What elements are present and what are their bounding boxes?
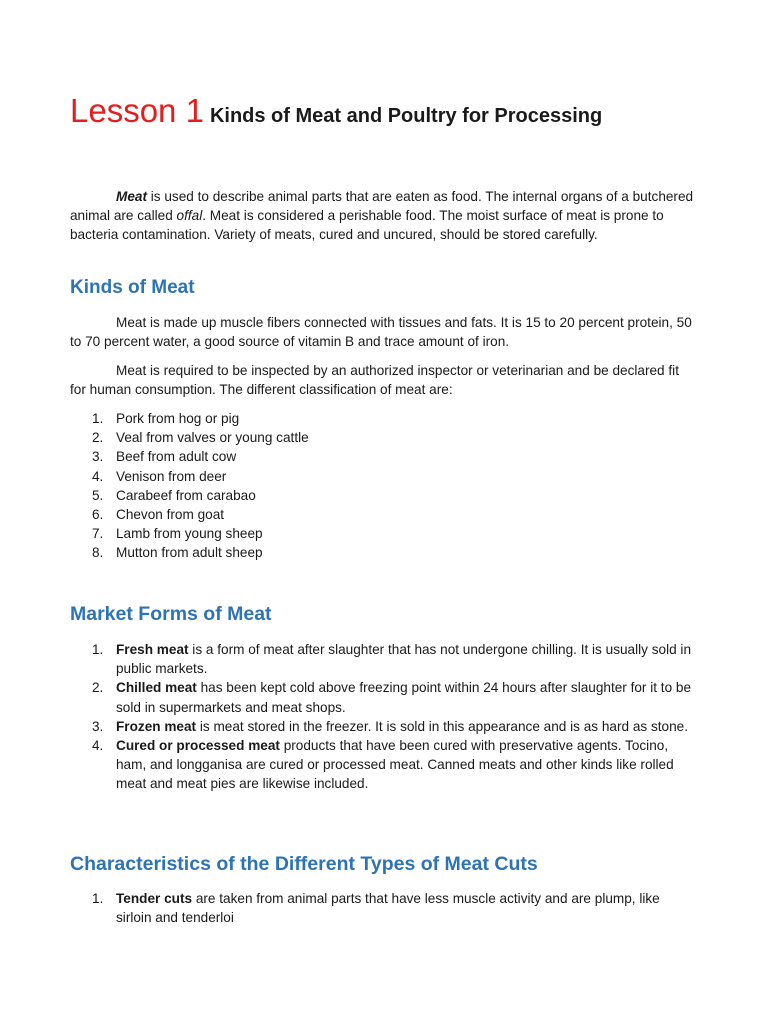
kinds-paragraph-2: Meat is required to be inspected by an authorized inspector or veterinarian and be declared fit for human consumption. The different classification of meat are:	[70, 363, 679, 398]
list-item: 4. Cured or processed meat products that have been cured with preservative agents. Tocino, ham, and longganisa are cured or processed meat. Canned meats and other kinds like rolled meat and meat pies are likewise included.	[92, 738, 674, 792]
lesson-number: Lesson 1	[70, 92, 204, 129]
intro-text-2: . Meat is considered a perishable food. The moist surface of meat is prone to bacteria contamination. Variety of meats, cured and uncured, should be stored carefully.	[70, 208, 664, 243]
lesson-subtitle: Kinds of Meat and Poultry for Processing	[209, 105, 603, 127]
list-item: 5. Carabeef from carabao	[92, 487, 256, 503]
list-item: 3. Beef from adult cow	[92, 449, 237, 465]
kinds-heading: Kinds of Meat	[70, 277, 195, 298]
list-item: 6. Chevon from goat	[92, 507, 225, 523]
list-item: 2. Chilled meat has been kept cold above freezing point within 24 hours after slaughter for it to be sold in supermarkets and meat shops.	[92, 680, 692, 715]
kinds-paragraph-1: Meat is made up muscle fibers connected with tissues and fats. It is 15 to 20 percent protein, 50 to 70 percent water, a good source of vitamin B and trace amount of iron.	[70, 315, 692, 350]
list-item: 2. Veal from valves or young cattle	[92, 430, 309, 446]
list-item: 7. Lamb from young sheep	[92, 526, 263, 542]
list-item: 1. Fresh meat is a form of meat after slaughter that has not undergone chilling. It is usually sold in public markets.	[92, 642, 692, 677]
cuts-heading: Characteristics of the Different Types of Meat Cuts	[70, 853, 538, 875]
list-item: 1. Tender cuts are taken from animal parts that have less muscle activity and are plump, like sirloin and tenderloi	[92, 891, 660, 926]
kinds-list	[70, 409, 698, 563]
list-item: 3. Frozen meat is meat stored in the freezer. It is sold in this appearance and is as hard as stone.	[92, 718, 688, 734]
cuts-list	[70, 889, 698, 927]
intro-paragraph	[70, 187, 698, 245]
intro-term-offal: offal	[176, 208, 203, 224]
market-list	[70, 640, 698, 794]
list-item: 4. Venison from deer	[92, 468, 227, 484]
lesson-title	[70, 92, 602, 130]
market-heading: Market Forms of Meat	[70, 603, 272, 625]
intro-term-meat: Meat	[116, 189, 147, 204]
intro-text-1: is used to describe animal parts that are eaten as food. The internal organs of a butchered animal are called	[70, 189, 694, 224]
list-item: 8. Mutton from adult sheep	[92, 545, 263, 561]
list-item: 1. Pork from hog or pig	[92, 411, 240, 426]
